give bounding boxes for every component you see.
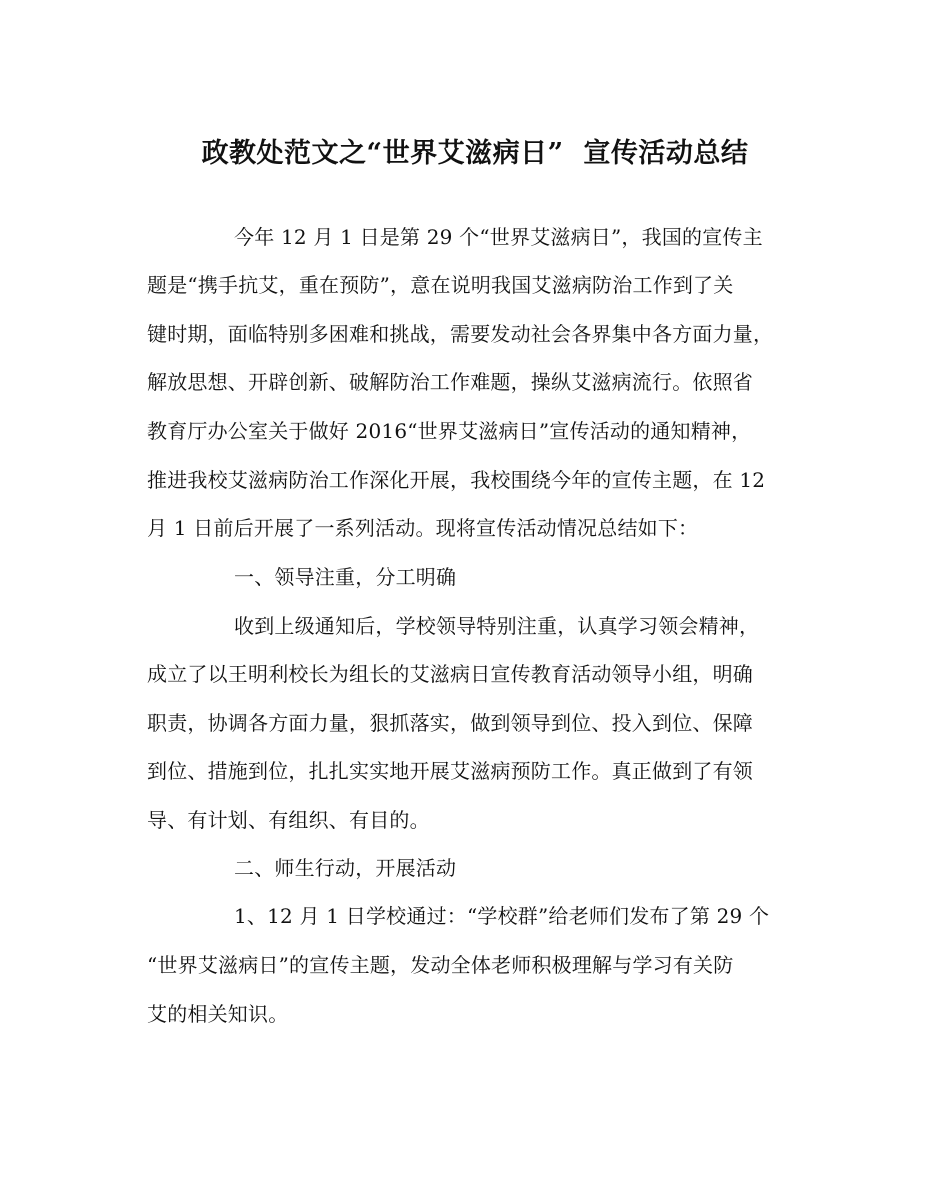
section-heading: 一、领导注重，分工明确 [234, 565, 457, 589]
paragraph-line: 题是“携手抗艾，重在预防”，意在说明我国艾滋病防治工作到了关 [147, 273, 734, 297]
paragraph-line: 键时期，面临特别多困难和挑战，需要发动社会各界集中各方面力量， [147, 322, 774, 346]
paragraph-line: 艾的相关知识。 [147, 1002, 289, 1026]
paragraph-line: 1、12 月 1 日学校通过：“学校群”给老师们发布了第 29 个 [234, 904, 770, 928]
paragraph-line: 解放思想、开辟创新、破解防治工作难题，操纵艾滋病流行。依照省 [147, 370, 753, 394]
paragraph-line: “世界艾滋病日”的宣传主题，发动全体老师积极理解与学习有关防 [147, 953, 734, 977]
paragraph-line: 月 1 日前后开展了一系列活动。现将宣传活动情况总结如下： [147, 516, 699, 540]
paragraph-line: 推进我校艾滋病防治工作深化开展，我校围绕今年的宣传主题，在 12 [147, 468, 766, 492]
paragraph-line: 成立了以王明利校长为组长的艾滋病日宣传教育活动领导小组，明确 [147, 662, 753, 686]
paragraph-line: 导、有计划、有组织、有目的。 [147, 808, 430, 832]
paragraph-line: 教育厅办公室关于做好 2016“世界艾滋病日”宣传活动的通知精神， [147, 419, 752, 443]
paragraph-line: 职责，协调各方面力量，狠抓落实，做到领导到位、投入到位、保障 [147, 711, 753, 735]
document-title: 政教处范文之“世界艾滋病日” 宣传活动总结 [201, 138, 749, 169]
section-heading: 二、师生行动，开展活动 [234, 856, 457, 880]
paragraph-line: 到位、措施到位，扎扎实实地开展艾滋病预防工作。真正做到了有领 [147, 759, 753, 783]
paragraph-line: 收到上级通知后，学校领导特别注重，认真学习领会精神， [234, 614, 760, 638]
paragraph-line: 今年 12 月 1 日是第 29 个“世界艾滋病日”，我国的宣传主 [234, 225, 763, 249]
